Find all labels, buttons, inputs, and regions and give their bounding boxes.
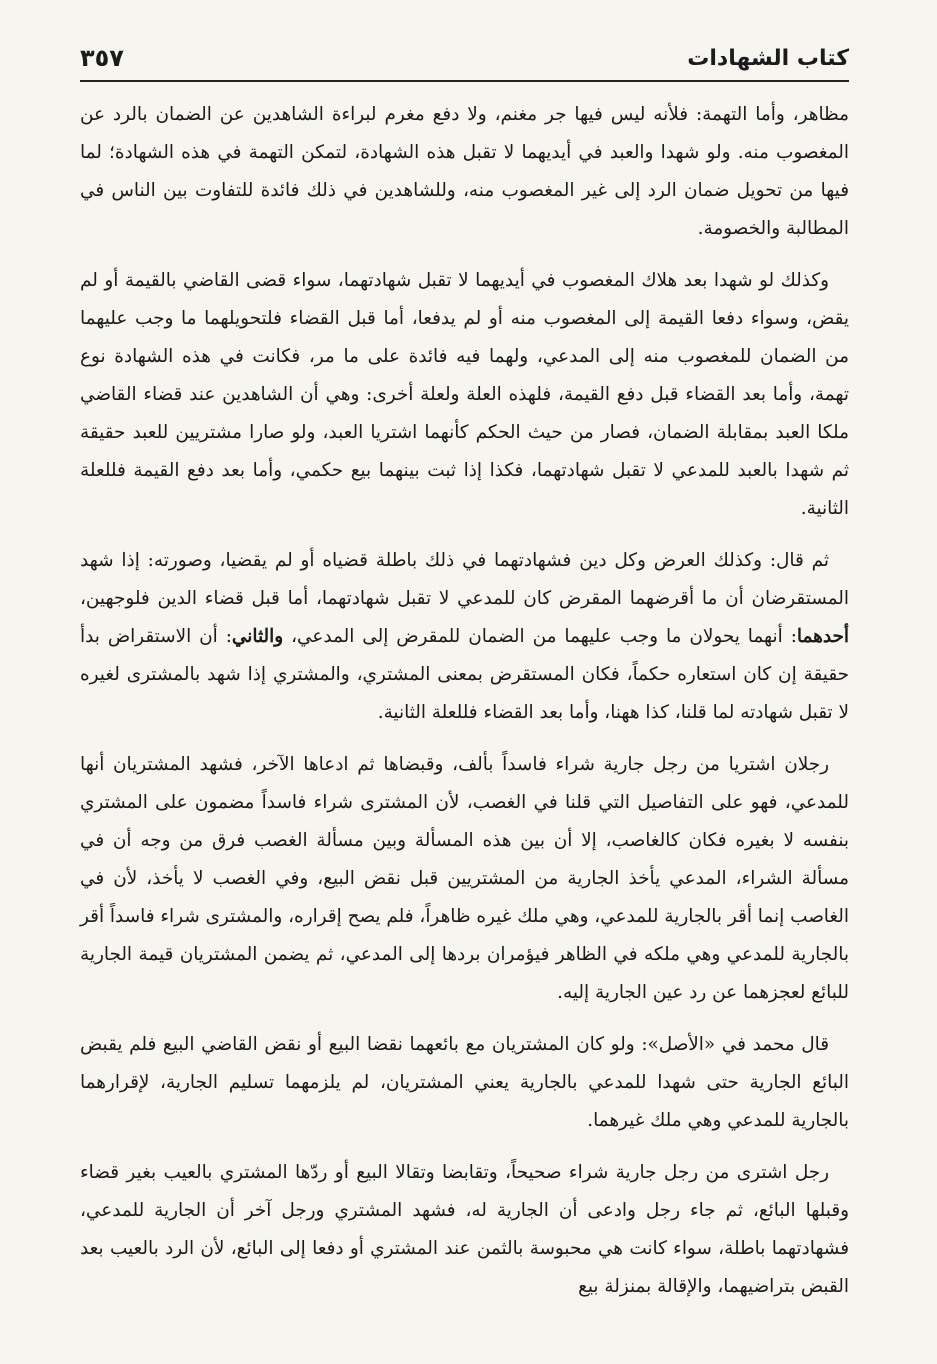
paragraph-5 <box>80 1026 849 1140</box>
body-text <box>80 96 849 1320</box>
paragraph-4-text: رجلان اشتريا من رجل جارية شراء فاسداً بألف، وقبضاها ثم ادعاها الآخر، فشهد المشتريان أنها للمدعي، فهو على التفاصيل التي قلنا في الغصب، لأن المشترى شراء فاسداً مضمون على المشتري بنفسه لا بغيره فكان كالغاصب، إلا أن بين هذه المسألة وبين مسألة الغصب فرق من وجه أن في مسألة الشراء، المدعي يأخذ الجارية من المشتريين قبل نقض البيع، وفي الغصب لا يأخذ، لأن في الغاصب إنما أقر بالجارية للمدعي، وهي ملك غيره ظاهراً، فلم يصح إقراره، والمشترى شراء فاسداً أقر بالجارية للمدعي وهي ملكه في الظاهر فيؤمران بردها إلى المدعي، ثم يضمن المشتريان قيمة الجارية للبائع لعجزهما عن رد عين الجارية إليه. <box>80 754 849 1003</box>
paragraph-2 <box>80 262 849 528</box>
paragraph-3-bold-first: أحدهما <box>796 626 849 647</box>
paragraph-3-mid: : أنهما يحولان ما وجب عليهما من الضمان للمقرض إلى المدعي، <box>283 626 797 647</box>
paragraph-3-pre: ثم قال: وكذلك العرض وكل دين فشهادتهما في ذلك باطلة قضياه أو لم يقضيا، وصورته: إذا شهد المستقرضان أن ما أقرضهما المقرض كان للمدعي لا تقبل شهادتهما، أما قبل قضاء الدين فلوجهين، <box>80 550 849 609</box>
page-header <box>80 36 849 82</box>
paragraph-1: مظاهر، وأما التهمة: فلأنه ليس فيها جر مغنم، ولا دفع مغرم لبراءة الشاهدين عن الضمان بالرد عن المغصوب منه. ولو شهدا والعبد في أيديهما لا تقبل هذه الشهادة، لتمكن التهمة في هذه الشهادة؛ لما فيها من تحويل ضمان الرد إلى غير المغصوب منه، وللشاهدين في ذلك فائدة للتفاوت بين الناس في المطالبة والخصومة. <box>80 104 849 239</box>
paragraph-6 <box>80 1154 849 1306</box>
paragraph-2-text: وكذلك لو شهدا بعد هلاك المغصوب في أيديهما لا تقبل شهادتهما، سواء قضى القاضي بالقيمة أو لم يقض، وسواء دفعا القيمة إلى المغصوب منه أو لم يدفعا، أما قبل القضاء فلتحويلهما ما وجب عليهما من الضمان للمغصوب منه إلى المدعي، ولهما فيه فائدة على ما مر، فكانت في هذه الشهادة نوع تهمة، وأما بعد القضاء قبل دفع القيمة، فلهذه العلة ولعلة أخرى: وهي أن الشاهدين عند قضاء القاضي ملكا العبد بمقابلة الضمان، فصار من حيث الحكم كأنهما اشتريا العبد، ولو صارا مشتريين للعبد حقيقة ثم شهدا بالعبد للمدعي لا تقبل شهادتهما، فكذا إذا ثبت بينهما بيع حكمي، وأما بعد دفع القيمة فللعلة الثانية. <box>80 270 849 519</box>
running-title: كتاب الشهادات <box>687 45 849 71</box>
paragraph-4 <box>80 746 849 1012</box>
page-number: ٣٥٧ <box>80 44 124 72</box>
paragraph-3 <box>80 542 849 732</box>
paragraph-3-post: : أن الاستقراض بدأ حقيقة إن كان استعاره حكماً، فكان المستقرض بمعنى المشتري، والمشتري إذا شهد بالمشترى لغيره لا تقبل شهادته لما قلنا، كذا ههنا، وأما بعد القضاء فللعلة الثانية. <box>80 626 849 723</box>
paragraph-3-bold-second: والثاني <box>231 626 284 647</box>
paragraph-6-text: رجل اشترى من رجل جارية شراء صحيحاً، وتقابضا وتقالا البيع أو ردّها المشتري بالعيب بغير قضاء وقبلها البائع، ثم جاء رجل وادعى أن الجارية له، فشهد المشتري ورجل آخر أن الجارية للمدعي، فشهادتهما باطلة، سواء كانت هي محبوسة بالثمن عند المشتري أو دفعا إلى البائع، لأن الرد بالعيب بعد القبض بتراضيهما، والإقالة بمنزلة بيع <box>80 1162 849 1297</box>
paragraph-5-text: قال محمد في «الأصل»: ولو كان المشتريان مع بائعهما نقضا البيع أو نقض القاضي البيع فلم يقبض البائع الجارية حتى شهدا للمدعي بالجارية يعني المشتريان، لم يلزمهما تسليم الجارية، لإقرارهما بالجارية للمدعي وهي ملك غيرهما. <box>80 1034 849 1131</box>
